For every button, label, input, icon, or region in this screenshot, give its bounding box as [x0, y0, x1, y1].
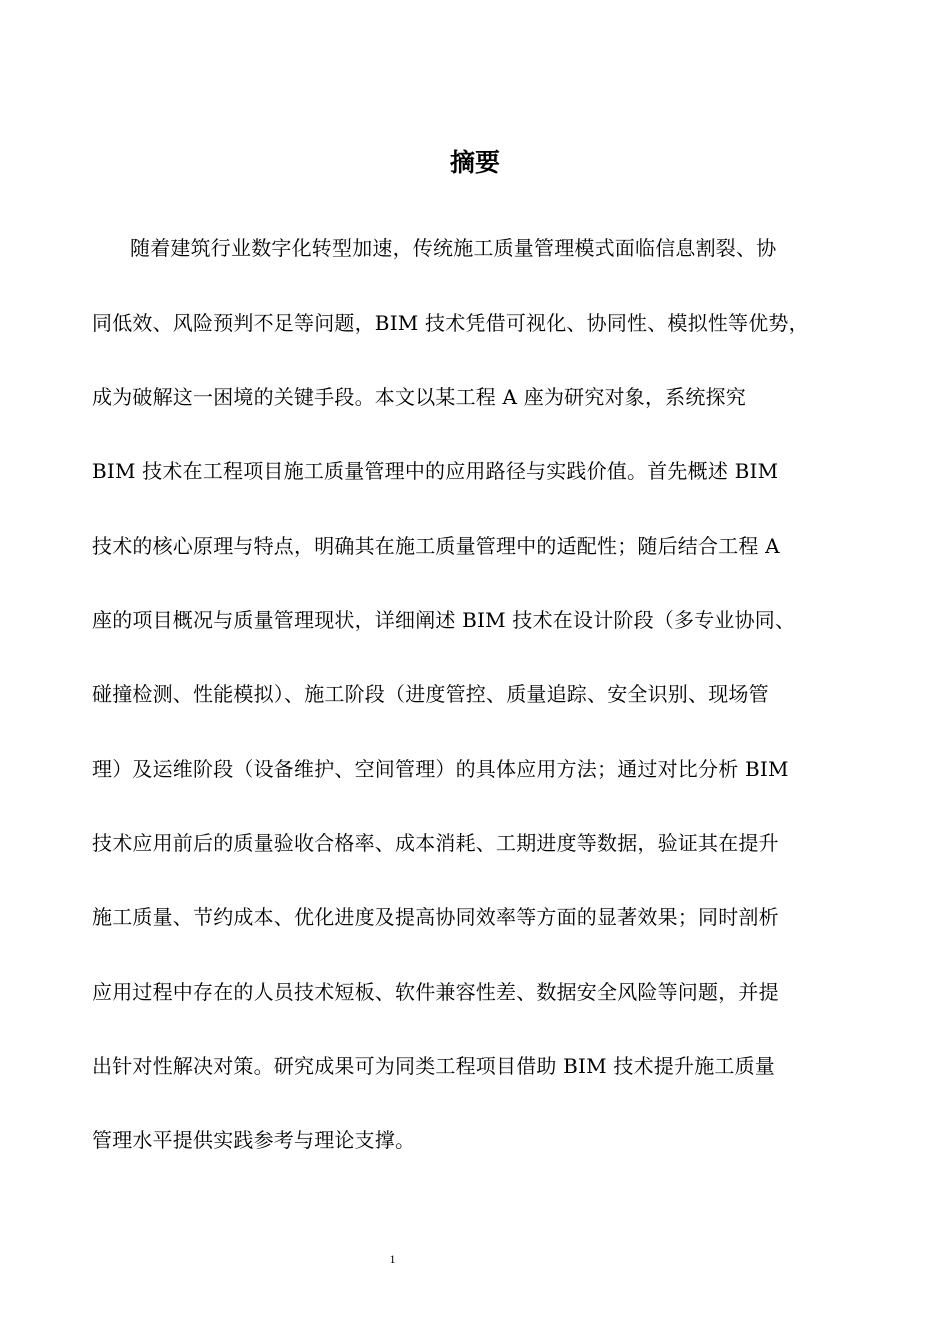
page-number: 1: [389, 1252, 396, 1266]
abstract-line: 施工质量、节约成本、优化进度及提高协同效率等方面的显著效果；同时剖析: [92, 905, 779, 929]
abstract-line: 碰撞检测、性能模拟）、施工阶段（进度管控、质量追踪、安全识别、现场管: [92, 682, 769, 706]
abstract-line: 成为破解这一困境的关键手段。本文以某工程 A 座为研究对象，系统探究: [92, 385, 746, 409]
abstract-line: 座的项目概况与质量管理现状，详细阐述 BIM 技术在设计阶段（多专业协同、: [92, 608, 796, 632]
abstract-line: 随着建筑行业数字化转型加速，传统施工质量管理模式面临信息割裂、协: [130, 236, 777, 260]
abstract-line: 出针对性解决对策。研究成果可为同类工程项目借助 BIM 技术提升施工质量: [92, 1054, 775, 1078]
abstract-line: 应用过程中存在的人员技术短板、软件兼容性差、数据安全风险等问题，并提: [92, 980, 779, 1004]
abstract-line: 管理水平提供实践参考与理论支撑。: [92, 1128, 416, 1152]
page-title: 摘要: [449, 148, 500, 177]
abstract-line: 技术的核心原理与特点，明确其在施工质量管理中的适配性；随后结合工程 A: [92, 534, 780, 558]
abstract-line: 同低效、风险预判不足等问题，BIM 技术凭借可视化、协同性、模拟性等优势，: [92, 311, 809, 335]
abstract-line: BIM 技术在工程项目施工质量管理中的应用路径与实践价值。首先概述 BIM: [92, 459, 779, 483]
abstract-line: 理）及运维阶段（设备维护、空间管理）的具体应用方法；通过对比分析 BIM: [92, 757, 789, 781]
abstract-line: 技术应用前后的质量验收合格率、成本消耗、工期进度等数据，验证其在提升: [92, 831, 779, 855]
